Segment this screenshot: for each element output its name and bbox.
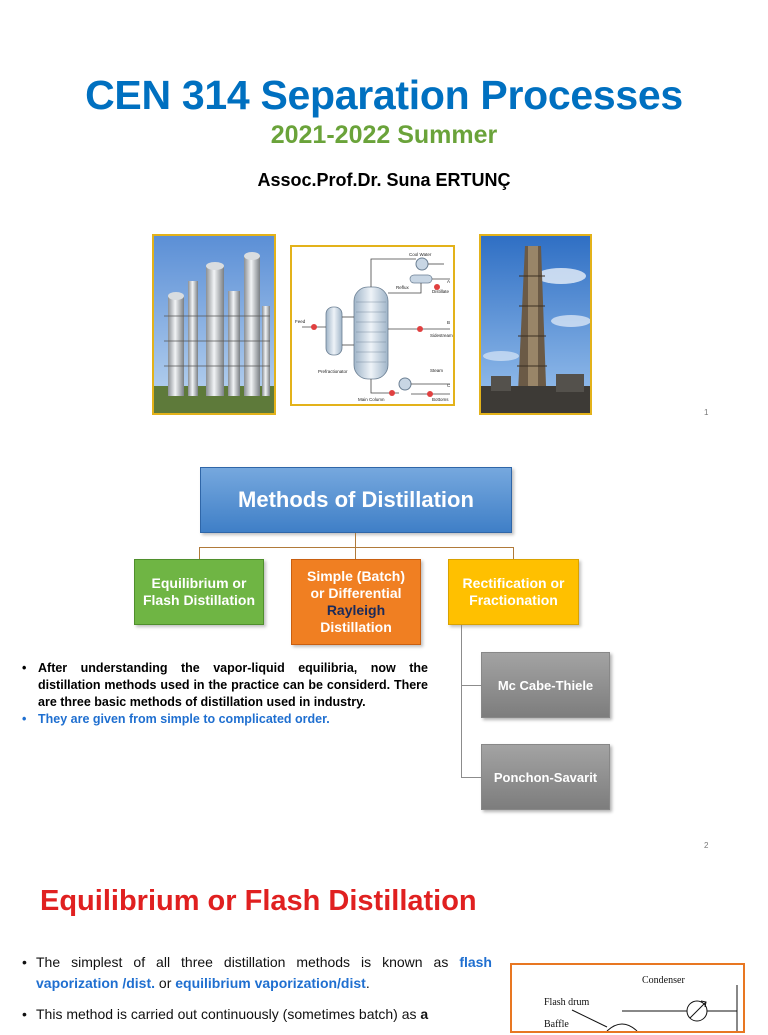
ponchon-savarit-box: Ponchon-Savarit [481,744,610,810]
label-main-column: Main Column [358,397,385,402]
label-condenser: Condenser [642,975,685,986]
label-steam: Steam [430,368,444,373]
simple-rayleigh: Rayleigh [326,602,386,618]
label-b: B [447,320,451,325]
refinery-tower-photo [479,234,592,415]
distillation-towers-photo [152,234,276,415]
label-reflux: Reflux [396,285,409,290]
mccabe-thiele-box: Mc Cabe-Thiele [481,652,610,718]
label-distillate: Distillate [432,289,450,294]
equilibrium-line1: Equilibrium or [151,575,247,591]
bullet1-flash-term: flash vaporization /dist. [36,954,492,991]
slide1-subtitle: 2021-2022 Summer [270,121,498,149]
slide1-number: 1 [704,408,709,417]
bullet1-end: . [365,975,370,991]
slide2-bullets [22,660,428,728]
tree-line [461,625,462,777]
slide1-author: Assoc.Prof.Dr. Suna ERTUNÇ [257,170,511,190]
slide2-bullet-2: • They are given from simple to complicated order. [22,711,428,728]
bullet2-text: This method is carried out continuously (sometimes batch) as [36,1006,421,1022]
slide3-title: Equilibrium or Flash Distillation [40,885,477,917]
connector-line [355,547,356,559]
connector-line [199,547,200,559]
simple-batch-box [291,559,421,645]
simple-line1: Simple (Batch) [306,568,405,584]
tree-line [461,685,481,686]
distillation-process-diagram [290,245,455,406]
connector-line [513,547,514,559]
simple-line4: Distillation [320,619,392,635]
tree-line [461,777,481,778]
label-baffle: Baffle [544,1019,569,1030]
connector-line [355,533,356,547]
methods-of-distillation-box: Methods of Distillation [200,467,512,533]
rectification-box [448,559,579,625]
simple-line2: or Differential [310,585,402,601]
equilibrium-flash-box [134,559,264,625]
bullet2-bold: a [420,1006,429,1022]
slide3-bullets [22,952,492,1035]
connector-line [199,547,514,548]
label-prefractionator: Prefractionator [318,369,348,374]
label-cool-water: Cool Water [409,252,432,257]
label-feed: Feed [295,319,306,324]
rectification-line1: Rectification or [462,575,565,591]
label-bottoms: Bottoms [432,397,449,402]
slide2-number: 2 [704,841,709,850]
label-sidestream: Sidestream [430,333,453,338]
bullet1-equilibrium-term: equilibrium vaporization/dist [175,975,366,991]
label-flash-drum: Flash drum [544,997,590,1008]
slide3-bullet-1 [22,952,492,994]
rectification-line2: Fractionation [469,592,558,608]
slide1-title: CEN 314 Separation Processes [85,72,683,118]
bullet1-text: The simplest of all three distillation methods is known as [36,954,460,970]
flash-drum-diagram [510,963,745,1033]
slide2-bullet-1: • After understanding the vapor-liquid equilibria, now the distillation methods used in the practice can be considerd. There are three basic methods of distillation used in industry. [22,660,428,711]
label-c: C [447,383,451,388]
equilibrium-line2: Flash Distillation [142,592,255,608]
bullet1-or: or [155,975,176,991]
slide3-bullet-2 [22,1004,492,1025]
label-a: A [447,279,451,284]
